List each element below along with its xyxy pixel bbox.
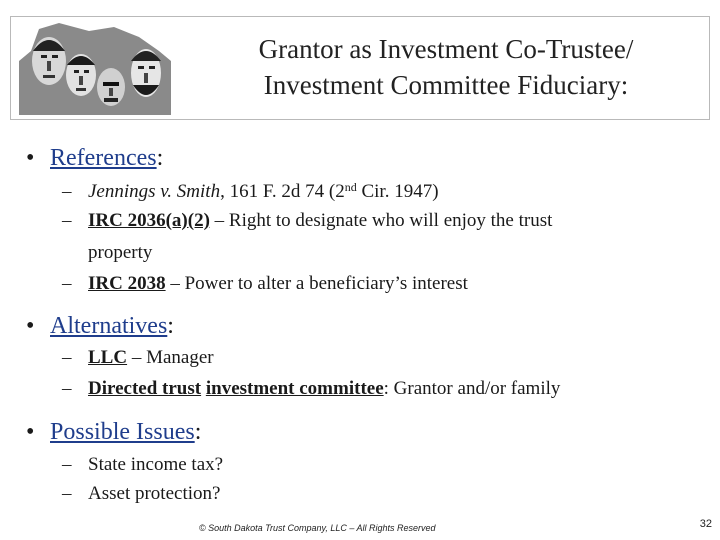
reference-item-irc-2036-continuation: property <box>88 242 153 263</box>
possible-issues-heading: Possible Issues <box>50 419 195 445</box>
slide-title-line-1: Grantor as Investment Co-Trustee/ <box>258 34 634 64</box>
slide-title <box>191 31 701 103</box>
bullet-references: • References: <box>26 145 164 171</box>
alternative-item-directed-trust: – Directed trust investment committee: Grantor and/or family <box>62 378 561 399</box>
irc-code: IRC 2036(a)(2) <box>88 210 210 231</box>
references-heading: References <box>50 145 157 171</box>
mount-rushmore-logo <box>19 21 171 115</box>
issue-item-state-income-tax: – State income tax? <box>62 454 224 475</box>
alternative-term: Directed trust <box>88 378 202 399</box>
issue-item-asset-protection: – Asset protection? <box>62 483 221 504</box>
bullet-dot: • <box>26 145 35 171</box>
bullet-possible-issues: • Possible Issues: <box>26 419 202 445</box>
alternative-term-2: investment committee <box>205 378 384 399</box>
alternatives-heading: Alternatives <box>50 313 168 339</box>
page-number: 32 <box>699 518 712 530</box>
alternative-item-llc: – LLC – Manager <box>62 347 214 368</box>
bullet-dot: • <box>26 313 35 339</box>
title-header-box <box>10 16 710 120</box>
reference-item-irc-2038: – IRC 2038 – Power to alter a beneficiary’s interest <box>62 273 468 294</box>
alternative-term: LLC <box>88 347 128 368</box>
footer-copyright: © South Dakota Trust Company, LLC – All Rights Reserved <box>199 523 436 533</box>
case-name: Jennings v. Smith <box>88 181 221 202</box>
bullet-dot: • <box>26 419 35 445</box>
bullet-alternatives: • Alternatives: <box>26 313 174 339</box>
reference-item-jennings: – Jennings v. Smith, 161 F. 2d 74 (2nd Cir. 1947) <box>62 180 439 202</box>
slide-title-line-2: Investment Committee Fiduciary: <box>263 70 629 100</box>
irc-code: IRC 2038 <box>88 273 166 294</box>
reference-item-irc-2036: – IRC 2036(a)(2) – Right to designate who will enjoy the trust <box>62 210 553 231</box>
